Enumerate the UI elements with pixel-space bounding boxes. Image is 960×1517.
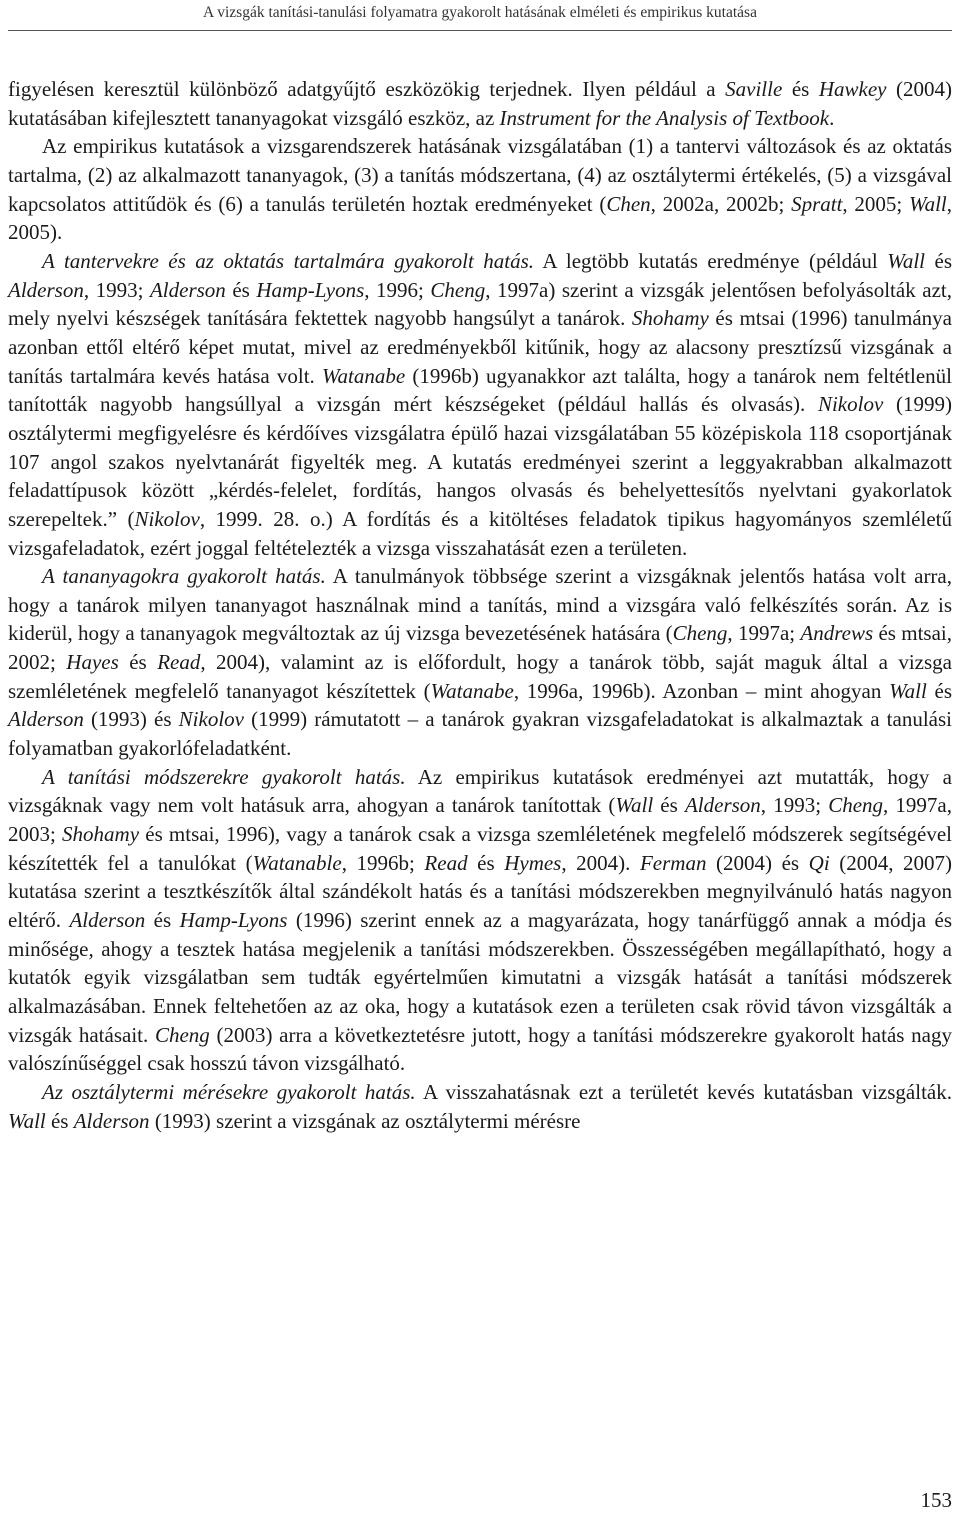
text-run: és [118, 650, 158, 675]
paragraph [8, 132, 952, 247]
text-run: A legtöbb kutatás eredménye (például [534, 248, 888, 273]
italic-text: Shohamy [631, 306, 709, 331]
header-divider [8, 30, 952, 31]
text-run: (1999) osztálytermi megfigyelésre és kérdőíves vizsgálatra épülő hazai vizsgálatában 55 középiskola 118 csoportjának 107 angol szakos nyelvtanárát figyelték meg. A kutatás eredményei szerint a leggyakrabban alkalmazott feladattípusok között „kérdés-felelet, fordítás, hangos olvasás és behelyettesítős nyelvtani gyakorlatok szerepeltek.” ( [8, 392, 952, 531]
text-run: és [782, 77, 819, 101]
italic-text: Read [424, 850, 468, 875]
text-run: , 1997a) szerint a vizsgák jelentősen befolyásolták azt, mely nyelvi készségek tanítására fektettek nagyobb hangsúlyt a tanárok. [8, 277, 952, 331]
text-run: , 2004), valamint az is előfordult, hogy a tanárok több, saját maguk által a vizsga szemléletének megfelelő tananyagot készítettek ( [8, 650, 952, 703]
text-run: , 1996b; [341, 850, 425, 875]
italic-text: Hayes [66, 650, 119, 675]
paragraph [8, 1078, 952, 1135]
body-text [8, 75, 952, 1135]
text-run: , 1993; [83, 277, 150, 302]
text-run: és [467, 850, 505, 875]
text-run: (2004, 2007) kutatása szerint a tesztkészítők által szándékolt hatás és a tanítási módszerekben megnyilvánuló hatás nagyon eltérő. [8, 850, 953, 933]
text-run: (1996b) ugyanakkor azt találta, hogy a tanárok nem feltétlenül tanították nagyobb hangsúllyal a vizsgán mért készségeket (például hallás és olvasás). [8, 363, 952, 417]
text-run: (2003) arra a következtetésre jutott, hogy a tanítási módszerekre gyakorolt hatás nagy valószínűséggel csak hosszú távon vizsgálható. [8, 1022, 952, 1076]
italic-text: Alderson [149, 277, 226, 302]
text-run: és [925, 248, 952, 273]
italic-text: Alderson [69, 908, 146, 933]
paragraph [8, 562, 952, 763]
text-run: és mtsai (1996) tanulmánya azonban ettől eltérő képet mutat, mivel az eredményekből kitűnik, hogy az alacsony presztízsű vizsgának a tanítás tartalmára kevés hatása volt. [8, 306, 952, 388]
text-run: , 2005; [842, 191, 910, 216]
text-run: , 2005). [8, 191, 952, 245]
text-run: A visszahatásnak ezt a területét kevés kutatásban vizsgálták. [415, 1079, 952, 1104]
italic-text: A tantervekre és az oktatás tartalmára gyakorolt hatás. [42, 248, 535, 273]
italic-text: Wall [615, 793, 654, 818]
italic-text: Alderson [684, 793, 761, 818]
text-run: , 1993; [760, 793, 829, 818]
italic-text: Watanabe [321, 363, 406, 388]
italic-text: Shohamy [62, 822, 140, 847]
italic-text: Saville [725, 77, 783, 101]
italic-text: Cheng [154, 1022, 210, 1047]
text-run: , 1997a; [727, 621, 801, 646]
italic-text: Qi [808, 850, 830, 875]
text-run: , 2004). [561, 850, 640, 875]
paragraph [8, 75, 952, 132]
text-run: (1999) rámutatott – a tanárok gyakran vizsgafeladatokat is alkalmaztak a tanulási folyamatban gyakorlófeladatként. [8, 707, 952, 761]
text-run: Az empirikus kutatások eredményei azt mutatták, hogy a vizsgáknak vagy nem volt hatásuk arra, ahogyan a tanárok tanítottak ( [8, 764, 952, 818]
text-run: és [653, 793, 685, 818]
text-run: figyelésen keresztül különböző adatgyűjtő eszközökig terjednek. Ilyen például a [8, 77, 726, 101]
italic-text: Wall [887, 248, 925, 273]
italic-text: A tanítási módszerekre gyakorolt hatás. [42, 764, 406, 789]
text-run: A tanulmányok többsége szerint a vizsgáknak jelentős hatása volt arra, hogy a tanárok milyen tananyagot használnak mind a tanítás, mind a vizsgára való felkészítés során. Az is kiderül, hogy a tananyagok megváltoztak az új vizsga bevezetésének hatására ( [8, 564, 952, 646]
italic-text: Cheng [672, 621, 728, 646]
text-run: Az empirikus kutatások a vizsgarendszerek hatásának vizsgálatában (1) a tantervi változások és az oktatás tartalma, (2) az alkalmazott tananyagok, (3) a tanítás módszertana, (4) az osztálytermi értékelés, (5) a vizsgával kapcsolatos attitűdök és (6) a tanulás területén hoztak eredményeket ( [8, 134, 952, 216]
running-header: A vizsgák tanítási-tanulási folyamatra gyakorolt hatásának elméleti és empirikus kutatása [203, 4, 757, 21]
italic-text: Wall [909, 191, 947, 216]
page-number: 153 [920, 1488, 952, 1512]
italic-text: A tananyagokra gyakorolt hatás. [42, 564, 326, 589]
italic-text: Alderson [73, 1108, 150, 1133]
text-run: (1996) szerint ennek az a magyarázata, hogy tanárfüggő annak a módja és minősége, ahogy a tesztek hatása megjelenik a tanítási módszerekben. Összességében megállapítható, hogy a kutatók egyik vizsgálatban sem tudták egyértelműen kimutatni a vizsgák hatását a tanítási módszerek alkalmazásában. Ennek feltehetően az az oka, hogy a kutatások ezen a területen csak rövid távon vizsgálták a vizsgák hatásait. [8, 908, 953, 1047]
italic-text: Chen [606, 191, 651, 216]
italic-text: Alderson [8, 707, 84, 732]
text-run: , 2002a, 2002b; [650, 191, 792, 216]
text-run: , 1996; [364, 277, 431, 302]
italic-text: Andrews [800, 621, 874, 646]
text-run: . [829, 105, 835, 130]
italic-text: Hawkey [818, 77, 887, 101]
italic-text: Spratt [791, 191, 843, 216]
text-run: és mtsai, 2002; [8, 621, 952, 675]
text-run: (1993) és [83, 707, 179, 732]
text-run: és [926, 678, 953, 703]
text-run: (2004) kutatásában kifejlesztett tananyagokat vizsgáló eszköz, az [8, 77, 952, 130]
text-run: , 1996a, 1996b). Azonban – mint ahogyan [513, 678, 890, 703]
italic-text: Watanable [252, 850, 342, 875]
italic-text: Instrument for the Analysis of Textbook [499, 105, 830, 130]
text-run: és [225, 277, 257, 302]
italic-text: Read [157, 650, 201, 675]
italic-text: Wall [8, 1108, 46, 1133]
paragraph [8, 763, 952, 1078]
italic-text: Nikolov [178, 707, 244, 732]
italic-text: Ferman [639, 850, 707, 875]
text-run: , 1997a, 2003; [8, 793, 953, 847]
italic-text: Hamp-Lyons [256, 277, 365, 302]
italic-text: Hymes [504, 850, 562, 875]
text-run: (1993) szerint a vizsgának az osztálytermi mérésre [149, 1108, 581, 1133]
italic-text: Watanabe [430, 678, 514, 703]
italic-text: Alderson [8, 277, 84, 302]
italic-text: Az osztálytermi mérésekre gyakorolt hatás. [42, 1079, 416, 1104]
italic-text: Wall [889, 678, 927, 703]
text-run: és [45, 1108, 74, 1133]
italic-text: Cheng [430, 277, 486, 302]
italic-text: Nikolov [817, 392, 884, 417]
italic-text: Cheng [828, 793, 884, 818]
text-run: és mtsai, 1996), vagy a tanárok csak a vizsga szemléletének megfelelő módszerek segítségével készítették fel a tanulókat ( [8, 822, 952, 875]
text-run: (2004) és [706, 850, 809, 875]
text-run: és [145, 908, 180, 933]
paragraph [8, 247, 952, 562]
italic-text: Nikolov [134, 506, 200, 531]
italic-text: Hamp-Lyons [179, 908, 288, 933]
text-run: , 1999. 28. o.) A fordítás és a kitöltéses feladatok tipikus hagyományos szemléletű vizsgafeladatok, ezért joggal feltételezték a vizsga visszahatását ezen a területen. [8, 506, 952, 560]
